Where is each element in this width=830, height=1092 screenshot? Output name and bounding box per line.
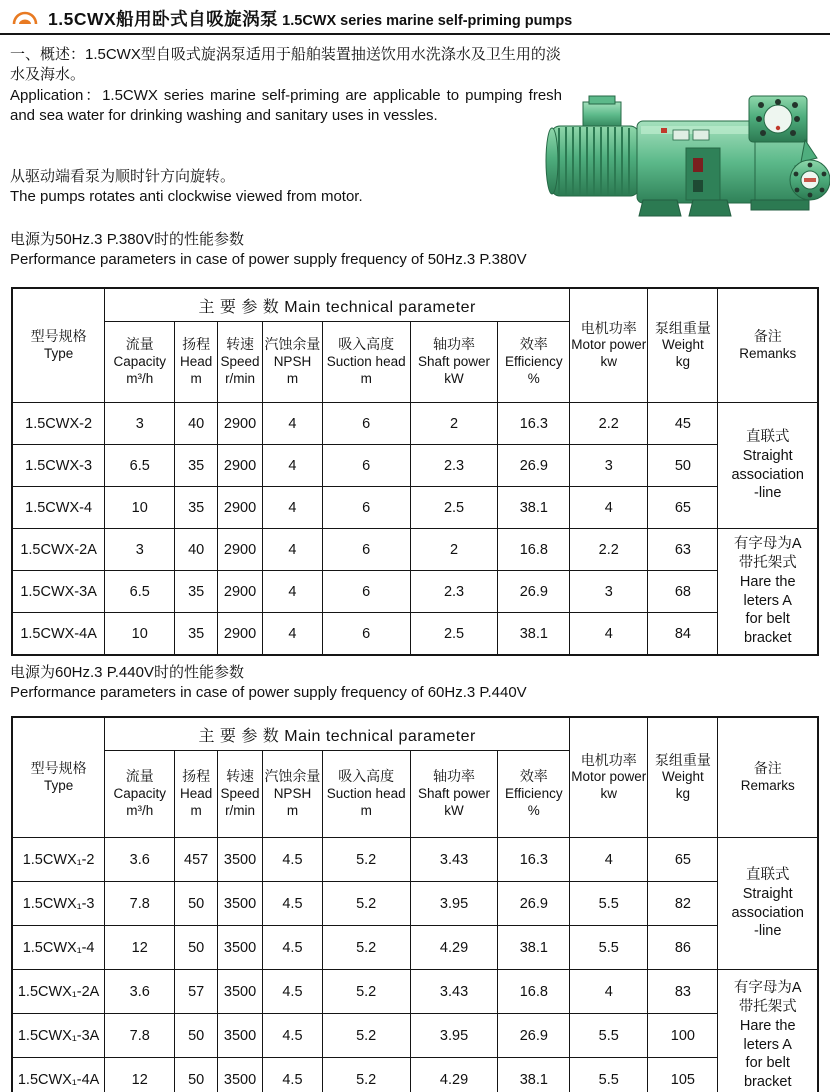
col-header-remarks-zh: 备注 (753, 760, 782, 777)
hdr-unit: kW (444, 802, 464, 818)
col-header-weight (648, 288, 718, 403)
spec-value-cell: 35 (175, 487, 218, 529)
spec-value-cell: 4 (570, 838, 648, 882)
spec-value-cell: 2.3 (410, 571, 498, 613)
page-header (10, 6, 822, 31)
spec-value-cell: 105 (648, 1058, 718, 1092)
hdr-unit: m³/h (126, 802, 154, 818)
spec-value-cell: 84 (648, 613, 718, 656)
hdr-en: NPSH (273, 353, 312, 369)
hdr-en: Shaft power (418, 353, 491, 369)
remark-cell (718, 529, 818, 656)
hdr-unit: % (527, 802, 540, 818)
remark-line: association (731, 466, 804, 483)
hdr-unit: r/min (225, 802, 256, 818)
spec-value-cell: 26.9 (498, 571, 570, 613)
table2-caption-en: Performance parameters in case of power supply frequency of 60Hz.3 P.440V (10, 684, 527, 702)
remark-line: 带托架式 (738, 554, 797, 571)
remark-line: 直联式 (745, 866, 790, 883)
spec-value-cell: 50 (175, 1058, 218, 1092)
spec-value-cell: 4.5 (263, 926, 323, 970)
spec-value-cell: 4 (263, 613, 323, 656)
hdr-en: Suction head (326, 353, 406, 369)
remark-line: Hare the (739, 1017, 796, 1034)
table-row (12, 1058, 818, 1092)
pump-model-cell: 1.5CWX-2 (12, 403, 105, 445)
col-header-remarks-en: Remarks (740, 777, 795, 793)
col-header-type-en: Type (43, 345, 74, 361)
spec-value-cell: 16.3 (498, 838, 570, 882)
spec-value-cell: 4 (263, 445, 323, 487)
spec-value-cell: 6.5 (105, 445, 175, 487)
table-row (12, 926, 818, 970)
spec-value-cell: 50 (175, 1014, 218, 1058)
col-header-type (12, 288, 105, 403)
spec-value-cell: 5.5 (570, 1014, 648, 1058)
spec-value-cell: 5.2 (322, 926, 410, 970)
spec-value-cell: 3.95 (410, 1014, 498, 1058)
spec-value-cell: 6 (322, 487, 410, 529)
remark-line: -line (754, 923, 782, 940)
spec-value-cell: 3.6 (105, 970, 175, 1014)
hdr-en: Speed (220, 785, 260, 801)
remark-line: Straight (742, 447, 793, 464)
page-title-en: 1.5CWX series marine self-priming pumps (282, 13, 573, 29)
hdr-unit: r/min (225, 370, 256, 386)
spec-value-cell: 50 (175, 926, 218, 970)
spec-value-cell: 26.9 (498, 882, 570, 926)
spec-value-cell: 4 (263, 487, 323, 529)
col-header-remarks-zh: 备注 (753, 328, 782, 345)
remark-line: 带托架式 (738, 998, 797, 1015)
col-header-suction-head (322, 322, 410, 403)
spec-value-cell: 3.43 (410, 970, 498, 1014)
hdr-en: Suction head (326, 785, 406, 801)
hdr-unit: % (527, 370, 540, 386)
col-header-type-zh: 型号规格 (30, 760, 87, 777)
spec-value-cell: 3500 (218, 882, 263, 926)
col-header-remarks (718, 288, 818, 403)
remark-cell (718, 403, 818, 529)
spec-value-cell: 7.8 (105, 1014, 175, 1058)
spec-value-cell: 2900 (218, 571, 263, 613)
col-header-speed (218, 322, 263, 403)
spec-value-cell: 16.8 (498, 970, 570, 1014)
remark-line: -line (754, 485, 782, 502)
spec-value-cell: 68 (648, 571, 718, 613)
col-header-npsh (263, 751, 323, 838)
spec-value-cell: 35 (175, 445, 218, 487)
pump-model-cell: 1.5CWX-3 (12, 445, 105, 487)
spec-value-cell: 6 (322, 403, 410, 445)
hdr-en: Efficiency (505, 353, 563, 369)
spec-value-cell: 4.5 (263, 970, 323, 1014)
table-row (12, 487, 818, 529)
spec-value-cell: 5.5 (570, 882, 648, 926)
remark-line: Straight (742, 885, 793, 902)
col-header-motor-power (570, 288, 648, 403)
spec-value-cell: 3.6 (105, 838, 175, 882)
pump-model-cell: 1.5CWX-4 (12, 487, 105, 529)
spec-value-cell: 4.5 (263, 838, 323, 882)
hdr-zh: 汽蚀余量 (264, 336, 321, 353)
spec-value-cell: 2900 (218, 445, 263, 487)
col-header-weight (648, 717, 718, 838)
col-header-speed (218, 751, 263, 838)
spec-value-cell: 6 (322, 529, 410, 571)
spec-value-cell: 40 (175, 403, 218, 445)
spec-value-cell: 3500 (218, 970, 263, 1014)
spec-value-cell: 65 (648, 487, 718, 529)
remark-line: leters A (743, 1036, 792, 1053)
table-row (12, 571, 818, 613)
hdr-zh: 流量 (125, 336, 154, 353)
col-header-remarks-en: Remanks (739, 345, 797, 361)
spec-value-cell: 4 (263, 403, 323, 445)
hdr-unit: m (360, 802, 372, 818)
spec-value-cell: 100 (648, 1014, 718, 1058)
col-header-type-en: Type (43, 777, 74, 793)
col-header-remarks (718, 717, 818, 838)
spec-value-cell: 63 (648, 529, 718, 571)
remark-line: for belt (745, 611, 790, 628)
table-row (12, 1014, 818, 1058)
pump-model-cell: 1.5CWX₁-2 (12, 838, 105, 882)
hdr-zh: 轴功率 (433, 336, 476, 353)
remark-line: for belt (745, 1055, 790, 1072)
table1-caption-zh: 电源为50Hz.3 P.380V时的性能参数 (10, 231, 244, 248)
col-header-shaft-power (410, 322, 498, 403)
hdr-zh: 转速 (226, 336, 255, 353)
pump-model-cell: 1.5CWX₁-3 (12, 882, 105, 926)
spec-value-cell: 35 (175, 613, 218, 656)
spec-value-cell: 4.5 (263, 882, 323, 926)
spec-value-cell: 16.3 (498, 403, 570, 445)
table-row (12, 529, 818, 571)
spec-value-cell: 5.2 (322, 1014, 410, 1058)
spec-value-cell: 5.2 (322, 970, 410, 1014)
col-header-efficiency (498, 322, 570, 403)
spec-value-cell: 4.5 (263, 1014, 323, 1058)
spec-value-cell: 35 (175, 571, 218, 613)
col-header-type (12, 717, 105, 838)
spec-value-cell: 10 (105, 487, 175, 529)
performance-table-50hz (11, 287, 819, 656)
hdr-zh: 流量 (125, 768, 154, 785)
spec-value-cell: 45 (648, 403, 718, 445)
hdr-unit: kW (444, 370, 464, 386)
hdr-en: NPSH (273, 785, 312, 801)
spec-value-cell: 2 (410, 529, 498, 571)
remark-line: association (731, 904, 804, 921)
spec-value-cell: 12 (105, 1058, 175, 1092)
table-row (12, 970, 818, 1014)
hdr-zh: 效率 (519, 768, 548, 785)
hdr-unit: m³/h (126, 370, 154, 386)
spec-value-cell: 5.5 (570, 1058, 648, 1092)
pump-model-cell: 1.5CWX₁-3A (12, 1014, 105, 1058)
table1-caption (10, 230, 650, 271)
performance-table-60hz (11, 716, 819, 1092)
spec-value-cell: 40 (175, 529, 218, 571)
col-header-motor-unit: kw (600, 786, 617, 802)
spec-value-cell: 4.5 (263, 1058, 323, 1092)
remark-line: leters A (743, 592, 792, 609)
spec-value-cell: 5.2 (322, 838, 410, 882)
table2-caption-zh: 电源为60Hz.3 P.440V时的性能参数 (10, 664, 244, 681)
table-row (12, 613, 818, 656)
table-row (12, 882, 818, 926)
spec-value-cell: 3500 (218, 1058, 263, 1092)
col-header-head (175, 322, 218, 403)
table2-body (12, 838, 818, 1092)
spec-value-cell: 82 (648, 882, 718, 926)
col-header-shaft-power (410, 751, 498, 838)
spec-value-cell: 38.1 (498, 487, 570, 529)
col-header-motor-power (570, 717, 648, 838)
spec-value-cell: 38.1 (498, 613, 570, 656)
remark-line: 有字母为A (733, 535, 802, 552)
hdr-zh: 轴功率 (433, 768, 476, 785)
spec-value-cell: 2900 (218, 529, 263, 571)
spec-value-cell: 86 (648, 926, 718, 970)
spec-value-cell: 2900 (218, 403, 263, 445)
table2-caption (10, 663, 650, 704)
spec-value-cell: 3 (570, 571, 648, 613)
spec-value-cell: 2 (410, 403, 498, 445)
col-header-weight-en: Weight (662, 337, 704, 353)
spec-value-cell: 4 (570, 970, 648, 1014)
hdr-en: Head (180, 785, 213, 801)
spec-value-cell: 6.5 (105, 571, 175, 613)
hdr-zh: 转速 (226, 768, 255, 785)
spec-value-cell: 50 (175, 882, 218, 926)
remark-line: bracket (743, 1074, 792, 1091)
col-header-npsh (263, 322, 323, 403)
hdr-en: Capacity (113, 353, 166, 369)
hdr-en: Shaft power (418, 785, 491, 801)
page-title: 1.5CWX船用卧式自吸旋涡泵 (48, 9, 279, 29)
col-header-motor-zh: 电机功率 (580, 751, 637, 768)
pump-model-cell: 1.5CWX-3A (12, 571, 105, 613)
hdr-en: Speed (220, 353, 260, 369)
hdr-zh: 吸入高度 (338, 336, 395, 353)
spec-value-cell: 4 (263, 571, 323, 613)
spec-value-cell: 38.1 (498, 926, 570, 970)
col-header-main-parameters: 主 要 参 数 Main technical parameter (105, 288, 570, 322)
spec-value-cell: 7.8 (105, 882, 175, 926)
spec-value-cell: 2.3 (410, 445, 498, 487)
spec-value-cell: 26.9 (498, 445, 570, 487)
hdr-zh: 扬程 (182, 336, 211, 353)
pump-model-cell: 1.5CWX₁-4 (12, 926, 105, 970)
spec-value-cell: 26.9 (498, 1014, 570, 1058)
spec-value-cell: 4 (263, 529, 323, 571)
spec-value-cell: 457 (175, 838, 218, 882)
spec-value-cell: 65 (648, 838, 718, 882)
pump-product-image (543, 88, 830, 220)
col-header-weight-zh: 泵组重量 (654, 319, 711, 336)
spec-value-cell: 3500 (218, 926, 263, 970)
col-header-type-zh: 型号规格 (30, 328, 87, 345)
hdr-en: Efficiency (505, 785, 563, 801)
remark-line: 有字母为A (733, 979, 802, 996)
overview-text-zh: 一、概述：1.5CWX型自吸式旋涡泵适用于船舶装置抽送饮用水洗涤水及卫生用的淡水及海水。 (10, 46, 561, 84)
overview-text-en: Application：1.5CWX series marine self-priming are applicable to pumping fresh and sea water for drinking washing and sanitary uses in vessles. (10, 86, 562, 124)
hdr-en: Capacity (113, 785, 166, 801)
spec-value-cell: 5.5 (570, 926, 648, 970)
rotation-text-zh: 从驱动端看泵为顺时针方向旋转。 (10, 168, 236, 185)
table1-body (12, 403, 818, 656)
col-header-weight-unit: kg (675, 354, 691, 370)
spec-value-cell: 6 (322, 571, 410, 613)
spec-value-cell: 3 (105, 529, 175, 571)
col-header-capacity (105, 751, 175, 838)
spec-value-cell: 4.29 (410, 926, 498, 970)
hdr-unit: m (286, 802, 299, 818)
spec-value-cell: 2.5 (410, 487, 498, 529)
col-header-weight-unit: kg (675, 786, 691, 802)
spec-value-cell: 50 (648, 445, 718, 487)
spec-value-cell: 3.43 (410, 838, 498, 882)
hdr-unit: m (286, 370, 299, 386)
pump-model-cell: 1.5CWX₁-4A (12, 1058, 105, 1092)
spec-value-cell: 10 (105, 613, 175, 656)
col-header-motor-zh: 电机功率 (580, 319, 637, 336)
spec-value-cell: 12 (105, 926, 175, 970)
col-header-main-parameters: 主 要 参 数 Main technical parameter (105, 717, 570, 751)
hdr-unit: m (190, 802, 202, 818)
spec-value-cell: 38.1 (498, 1058, 570, 1092)
col-header-suction-head (322, 751, 410, 838)
header-divider (0, 33, 830, 35)
remark-line: Hare the (739, 573, 796, 590)
col-header-motor-unit: kw (600, 354, 617, 370)
spec-value-cell: 3500 (218, 1014, 263, 1058)
pump-model-cell: 1.5CWX₁-2A (12, 970, 105, 1014)
spec-value-cell: 2.2 (570, 529, 648, 571)
table-row (12, 838, 818, 882)
spec-value-cell: 3.95 (410, 882, 498, 926)
col-header-motor-en: Motor power (571, 337, 647, 353)
col-header-motor-en: Motor power (571, 769, 647, 785)
overview-section (10, 45, 562, 126)
table-row (12, 403, 818, 445)
table-row (12, 445, 818, 487)
spec-value-cell: 5.2 (322, 882, 410, 926)
hdr-en: Head (180, 353, 213, 369)
remark-line: 直联式 (745, 428, 790, 445)
col-header-capacity (105, 322, 175, 403)
spec-value-cell: 4 (570, 487, 648, 529)
col-header-efficiency (498, 751, 570, 838)
col-header-weight-en: Weight (662, 769, 704, 785)
pump-model-cell: 1.5CWX-4A (12, 613, 105, 656)
hdr-zh: 汽蚀余量 (264, 768, 321, 785)
spec-value-cell: 4.29 (410, 1058, 498, 1092)
rotation-text-en: The pumps rotates anti clockwise viewed from motor. (10, 188, 363, 206)
spec-value-cell: 3 (570, 445, 648, 487)
pump-model-cell: 1.5CWX-2A (12, 529, 105, 571)
spec-value-cell: 2.5 (410, 613, 498, 656)
hdr-zh: 效率 (519, 336, 548, 353)
spec-value-cell: 2900 (218, 487, 263, 529)
spec-value-cell: 3500 (218, 838, 263, 882)
hdr-unit: m (190, 370, 202, 386)
spec-value-cell: 83 (648, 970, 718, 1014)
spec-value-cell: 6 (322, 613, 410, 656)
remark-line: bracket (743, 630, 792, 647)
col-header-weight-zh: 泵组重量 (654, 751, 711, 768)
hdr-zh: 吸入高度 (338, 768, 395, 785)
hdr-zh: 扬程 (182, 768, 211, 785)
remark-cell (718, 970, 818, 1092)
table1-caption-en: Performance parameters in case of power supply frequency of 50Hz.3 P.380V (10, 251, 527, 269)
spec-value-cell: 3 (105, 403, 175, 445)
rotation-note (10, 167, 570, 208)
spec-value-cell: 6 (322, 445, 410, 487)
hdr-unit: m (360, 370, 372, 386)
remark-cell (718, 838, 818, 970)
spec-value-cell: 57 (175, 970, 218, 1014)
spec-value-cell: 2900 (218, 613, 263, 656)
spec-value-cell: 16.8 (498, 529, 570, 571)
col-header-head (175, 751, 218, 838)
spec-value-cell: 5.2 (322, 1058, 410, 1092)
spec-value-cell: 4 (570, 613, 648, 656)
spec-value-cell: 2.2 (570, 403, 648, 445)
orange-arc-icon (10, 8, 40, 30)
